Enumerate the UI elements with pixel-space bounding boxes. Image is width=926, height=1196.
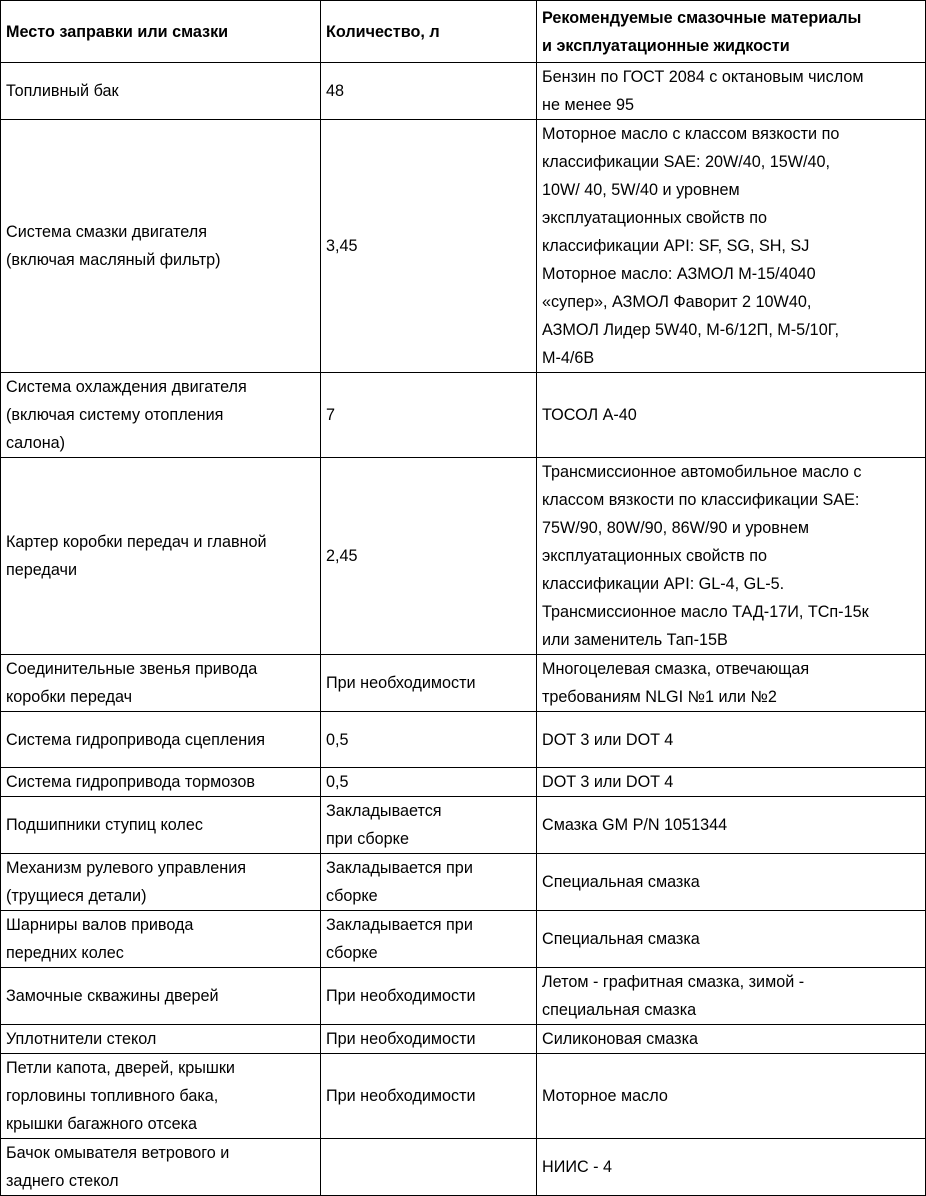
cell-place: Подшипники ступиц колес [1,797,321,854]
cell-material: НИИС - 4 [537,1139,926,1196]
cell-quantity: При необходимости [321,968,537,1025]
cell-place: Система гидропривода тормозов [1,768,321,797]
table-row [1,63,926,120]
cell-material: DOT 3 или DOT 4 [537,712,926,768]
cell-material: Специальная смазка [537,854,926,911]
cell-material: Бензин по ГОСТ 2084 с октановым числом не менее 95 [537,63,926,120]
cell-place: Система охлаждения двигателя (включая систему отопления салона) [1,373,321,458]
cell-material: Специальная смазка [537,911,926,968]
cell-material: Моторное масло [537,1054,926,1139]
table-row [1,911,926,968]
cell-quantity: 0,5 [321,712,537,768]
cell-place: Замочные скважины дверей [1,968,321,1025]
table-row [1,373,926,458]
cell-place: Шарниры валов привода передних колес [1,911,321,968]
table-row [1,458,926,655]
table-row [1,120,926,373]
header-materials: Рекомендуемые смазочные материалы и эксплуатационные жидкости [537,1,926,63]
table-row [1,1025,926,1054]
cell-material: Смазка GM P/N 1051344 [537,797,926,854]
cell-place: Уплотнители стекол [1,1025,321,1054]
cell-quantity: 2,45 [321,458,537,655]
cell-quantity [321,1139,537,1196]
cell-quantity: При необходимости [321,1054,537,1139]
cell-material: ТОСОЛ А-40 [537,373,926,458]
table-row [1,797,926,854]
table-header-row [1,1,926,63]
table-row [1,968,926,1025]
cell-quantity: 48 [321,63,537,120]
header-place: Место заправки или смазки [1,1,321,63]
table-row [1,854,926,911]
cell-place: Бачок омывателя ветрового и заднего стекол [1,1139,321,1196]
cell-quantity: 7 [321,373,537,458]
table-row [1,1054,926,1139]
cell-place: Система гидропривода сцепления [1,712,321,768]
cell-place: Соединительные звенья привода коробки передач [1,655,321,712]
cell-quantity: При необходимости [321,1025,537,1054]
cell-place: Петли капота, дверей, крышки горловины топливного бака, крышки багажного отсека [1,1054,321,1139]
table-row [1,1139,926,1196]
table-row [1,768,926,797]
cell-place: Механизм рулевого управления (трущиеся детали) [1,854,321,911]
cell-material: Трансмиссионное автомобильное масло с классом вязкости по классификации SAE: 75W/90, 80W/90, 86W/90 и уровнем эксплуатационных свойств по классификации API: GL-4, GL-5. Трансмиссионное масло ТАД-17И, ТСп-15к или заменитель Тап-15В [537,458,926,655]
cell-quantity: Закладывается при сборке [321,854,537,911]
cell-material: Многоцелевая смазка, отвечающая требованиям NLGI №1 или №2 [537,655,926,712]
cell-quantity: При необходимости [321,655,537,712]
cell-material: Силиконовая смазка [537,1025,926,1054]
cell-material: Моторное масло с классом вязкости по классификации SAE: 20W/40, 15W/40, 10W/ 40, 5W/40 и уровнем эксплуатационных свойств по классификации API: SF, SG, SH, SJ Моторное масло: АЗМОЛ М-15/4040 «супер», АЗМОЛ Фаворит 2 10W40, АЗМОЛ Лидер 5W40, М-6/12П, М-5/10Г, М-4/6В [537,120,926,373]
cell-place: Система смазки двигателя (включая масляный фильтр) [1,120,321,373]
cell-place: Топливный бак [1,63,321,120]
table-row [1,655,926,712]
cell-quantity: 3,45 [321,120,537,373]
cell-quantity: Закладывается при сборке [321,797,537,854]
cell-quantity: Закладывается при сборке [321,911,537,968]
cell-material: DOT 3 или DOT 4 [537,768,926,797]
header-quantity: Количество, л [321,1,537,63]
cell-quantity: 0,5 [321,768,537,797]
table-row [1,712,926,768]
cell-place: Картер коробки передач и главной передачи [1,458,321,655]
cell-material: Летом - графитная смазка, зимой - специальная смазка [537,968,926,1025]
